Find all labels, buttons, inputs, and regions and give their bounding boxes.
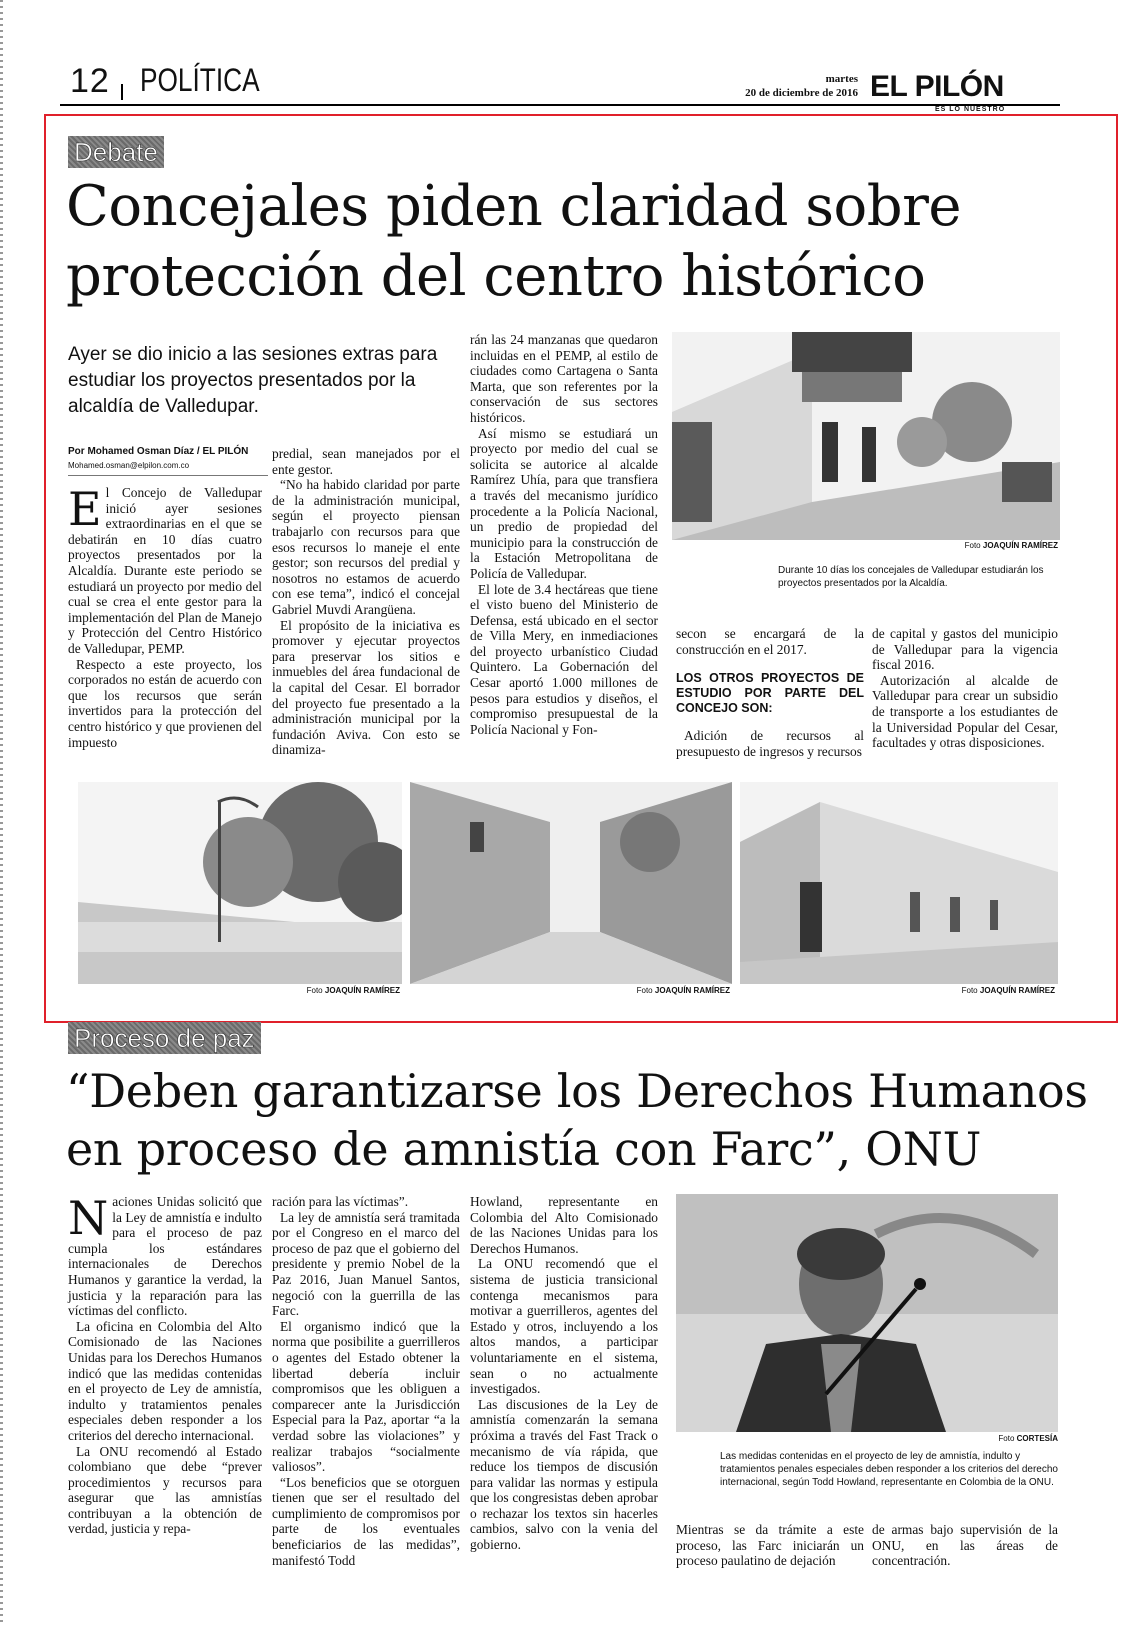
page-edge-perforation xyxy=(0,0,3,1625)
article1-headline-line2: protección del centro histórico xyxy=(66,244,926,309)
narrow-alley-photo xyxy=(410,782,732,984)
article1-headline xyxy=(66,172,1106,312)
issue-date xyxy=(640,72,858,100)
article1-column-2 xyxy=(272,446,460,758)
article2-kicker: Proceso de paz xyxy=(68,1022,261,1054)
article2-column-4 xyxy=(676,1522,864,1569)
header-rule xyxy=(60,104,1060,106)
article1-byline: Por Mohamed Osman Díaz / EL PILÓN xyxy=(68,446,249,457)
article1-main-photo xyxy=(672,332,1060,540)
article1-main-photo-credit: Foto JOAQUÍN RAMÍREZ xyxy=(964,541,1058,550)
newspaper-logo: EL PILÓN xyxy=(870,70,1004,103)
article1-col4-subhead: LOS OTROS PROYECTOS DE ESTUDIO POR PARTE DEL CONCEJO SON: xyxy=(676,671,864,716)
article1-author-email: Mohamed.osman@elpilon.com.co xyxy=(68,461,190,470)
article2-col2-p2: La ley de amnistía será tramitada por el Congreso en el marco del proceso de paz que el gobierno del presidente y premio Nobel de la Paz 2016, Juan Manuel Santos, negoció con la guerrilla de las Farc. xyxy=(272,1209,460,1319)
article1-col5-p2: Autorización al alcalde de Valledupar para crear un subsidio de transporte a los estudiantes de la Universidad Popular del Cesar, facultades y otras disposiciones. xyxy=(872,672,1058,751)
article1-column-3 xyxy=(470,332,658,737)
article2-col3-p2: La ONU recomendó que el sistema de justicia transicional contenga mecanismos para motivar a guerrilleros, agentes del Estado y otros, incluyendo a los altos mandos, a participar voluntariamente en el sistema, sean o no actualmente investigados. xyxy=(470,1256,658,1397)
article2-column-3 xyxy=(470,1194,658,1553)
article2-photo-caption: Las medidas contenidas en el proyecto de ley de amnistía, indulto y tratamientos penales especiales deben responder a los criterios del derecho internacional, según Todd Howland, representante en Colombia de la ONU. xyxy=(720,1451,1058,1488)
article1-col2-p1: predial, sean manejados por el ente gestor. xyxy=(272,446,460,477)
article2-col4-p1: Mientras se da trámite a este proceso, las Farc iniciarán un proceso paulatino de dejación xyxy=(676,1522,864,1569)
page-number: 12 xyxy=(70,62,110,100)
article1-col4-p1: secon se encargará de la construcción en el 2017. xyxy=(676,626,864,657)
article2-headline-line2: en proceso de amnistía con Farc”, ONU xyxy=(66,1122,982,1176)
article1-col5-p1: de capital y gastos del municipio de Valledupar para la vigencia fiscal 2016. xyxy=(872,626,1058,673)
speaker-portrait-photo xyxy=(676,1194,1058,1432)
article2-photo-credit: Foto CORTESÍA xyxy=(998,1434,1058,1443)
issue-date-text: 20 de diciembre de 2016 xyxy=(745,87,858,99)
article1-headline-line1: Concejales piden claridad sobre xyxy=(66,174,962,239)
article2-col5-p1: de armas bajo supervisión de la ONU, en las áreas de concentración. xyxy=(872,1522,1058,1569)
palm-trees-street-photo xyxy=(78,782,402,984)
section-title: POLÍTICA xyxy=(140,62,260,98)
article2-column-5 xyxy=(872,1522,1058,1569)
article2-col3-p3: Las discusiones de la Ley de amnistía comenzarán la semana próxima a través del Fast Track o mecanismo de vía rápida, que reduce los tiempos de discusión para validar las normas y estipula que los congresistas deben aprobar o rechazar los textos sin hacerles cambios, salvo con la venia del gobierno. xyxy=(470,1396,658,1553)
article1-strip-photo-3 xyxy=(740,782,1058,984)
article1-col3-p3: El lote de 3.4 hectáreas que tiene el visto bueno del Ministerio de Defensa, está ubicado en el sector de Villa Mery, en inmediaciones del proyecto urbanístico Ciudad Quintero. La Gobernación del Cesar aportó 1.000 millones de pesos para estudios y diseños, el compromiso presupuestal de la Policía Nacional y Fon- xyxy=(470,581,658,737)
article1-strip-photo-1-credit: Foto JOAQUÍN RAMÍREZ xyxy=(306,986,400,995)
article2-col1-p1: Naciones Unidas solicitó que la Ley de amnistía e indulto para el proceso de paz cumpla los estándares internacionales de Derechos Humanos y garantice la verdad, la justicia y la reparación para las víctimas del conflicto. xyxy=(68,1191,262,1319)
article1-strip-photo-2 xyxy=(410,782,732,984)
article1-column-5 xyxy=(872,626,1058,751)
article1-main-photo-caption: Durante 10 días los concejales de Valledupar estudiarán los proyectos presentados por la Alcaldía. xyxy=(778,565,1044,589)
article2-dropcap: N xyxy=(68,1191,109,1245)
article2-col2-p1: ración para las víctimas”. xyxy=(272,1194,409,1209)
article2-col1-p3: La ONU recomendó al Estado colombiano que debe “prever procedimientos y recursos para asegurar que las amnistías contribuyan a la obtención de verdad, justicia y repa- xyxy=(68,1443,262,1537)
article1-strip-photo-2-credit: Foto JOAQUÍN RAMÍREZ xyxy=(636,986,730,995)
article1-kicker: Debate xyxy=(68,136,164,168)
article2-col3-p1: Howland, representante en Colombia del Alto Comisionado de las Naciones Unidas para los Derechos Humanos. xyxy=(470,1194,658,1256)
article1-col1-p2: Respecto a este proyecto, los corporados no están de acuerdo con que los recursos que serán invertidos para la protección del centro histórico y que provienen del impuesto xyxy=(68,656,262,750)
article2-photo xyxy=(676,1194,1058,1432)
byline-rule xyxy=(68,475,268,476)
article1-deck: Ayer se dio inicio a las sesiones extras para estudiar los proyectos presentados por la alcaldía de Valledupar. xyxy=(68,344,438,417)
article2-headline-line1: “Deben garantizarse los Derechos Humanos xyxy=(66,1064,1088,1118)
article1-col2-p2: “No ha habido claridad por parte de la administración municipal, según el proyecto piensan trabajarlo con recursos para que esos recursos lo maneje el ente gestor; son recursos del predial y nosotros no estamos de acuerdo con ese tema”, indicó el concejal Gabriel Muvdi Arangüena. xyxy=(272,477,460,617)
article1-strip-photo-1 xyxy=(78,782,402,984)
article1-column-4 xyxy=(676,626,864,759)
newspaper-logo-tagline: ES LO NUESTRO xyxy=(935,106,1006,113)
article2-column-1 xyxy=(68,1191,262,1537)
colonial-street-photo xyxy=(672,332,1060,540)
article1-col4-p2: Adición de recursos al presupuesto de ingresos y recursos xyxy=(676,728,864,759)
colonial-corner-photo xyxy=(740,782,1058,984)
article1-strip-photo-3-credit: Foto JOAQUÍN RAMÍREZ xyxy=(961,986,1055,995)
issue-weekday: martes xyxy=(825,73,858,85)
article2-headline xyxy=(66,1062,1116,1178)
article2-col2-p3: El organismo indicó que la norma que posibilite a guerrilleros o agentes del Estado obtener la libertad debería incluir compromisos que les obliguen a comparecer ante la Jurisdicción Especial para la Paz, aportar “a la verdad sobre las violaciones” y realizar trabajos “socialmente valiosos”. xyxy=(272,1318,460,1475)
page-number-separator xyxy=(121,84,123,100)
article2-col2-p4: “Los beneficios que se otorguen tienen que ser el resultado del cumplimiento de compromisos por parte de los eventuales beneficiarios de las medidas”, manifestó Todd xyxy=(272,1474,460,1568)
article1-col3-p2: Así mismo se estudiará un proyecto por medio del cual se solicita se autorice al alcalde Ramírez Uhía, para que transfiera a través del mecanismo jurídico procedente a la Policía Nacional, un predio de propiedad del municipio para la construcción de la Estación Metropolitana de Policía de Valledupar. xyxy=(470,425,658,581)
article1-col3-p1: rán las 24 manzanas que quedaron incluidas en el PEMP, al estilo de ciudades como Cartagena o Santa Marta, que son referentes por la conservación de sus sectores históricos. xyxy=(470,332,658,425)
article1-column-1 xyxy=(68,482,262,750)
article1-col2-p3: El propósito de la iniciativa es promover y ejecutar proyectos para preservar los sitios e inmuebles del área fundacional de la capital del Cesar. El borrador del proyecto fue presentado a la administración municipal por la fundación Aviva. Con esto se dinamiza- xyxy=(272,617,460,758)
article2-column-2 xyxy=(272,1194,460,1568)
article2-col1-p2: La oficina en Colombia del Alto Comisionado de las Naciones Unidas para los Derechos Humanos indicó que las medidas contenidas en el proyecto de Ley de amnistía, indulto y tratamientos penales especiales deben responder a los criterios del derecho internacional. xyxy=(68,1318,262,1443)
article1-dropcap: E xyxy=(68,482,102,536)
article1-col1-p1: El Concejo de Valledupar inició ayer sesiones extraordinarias en el que se debatirán en 10 días cuatro proyectos presentados por la Alcaldía. Durante este periodo se estudiará un proyecto por medio del cual se crea el ente gestor para la implementación del Plan de Manejo y Protección del Centro Histórico de Valledupar, PEMP. xyxy=(68,482,262,656)
